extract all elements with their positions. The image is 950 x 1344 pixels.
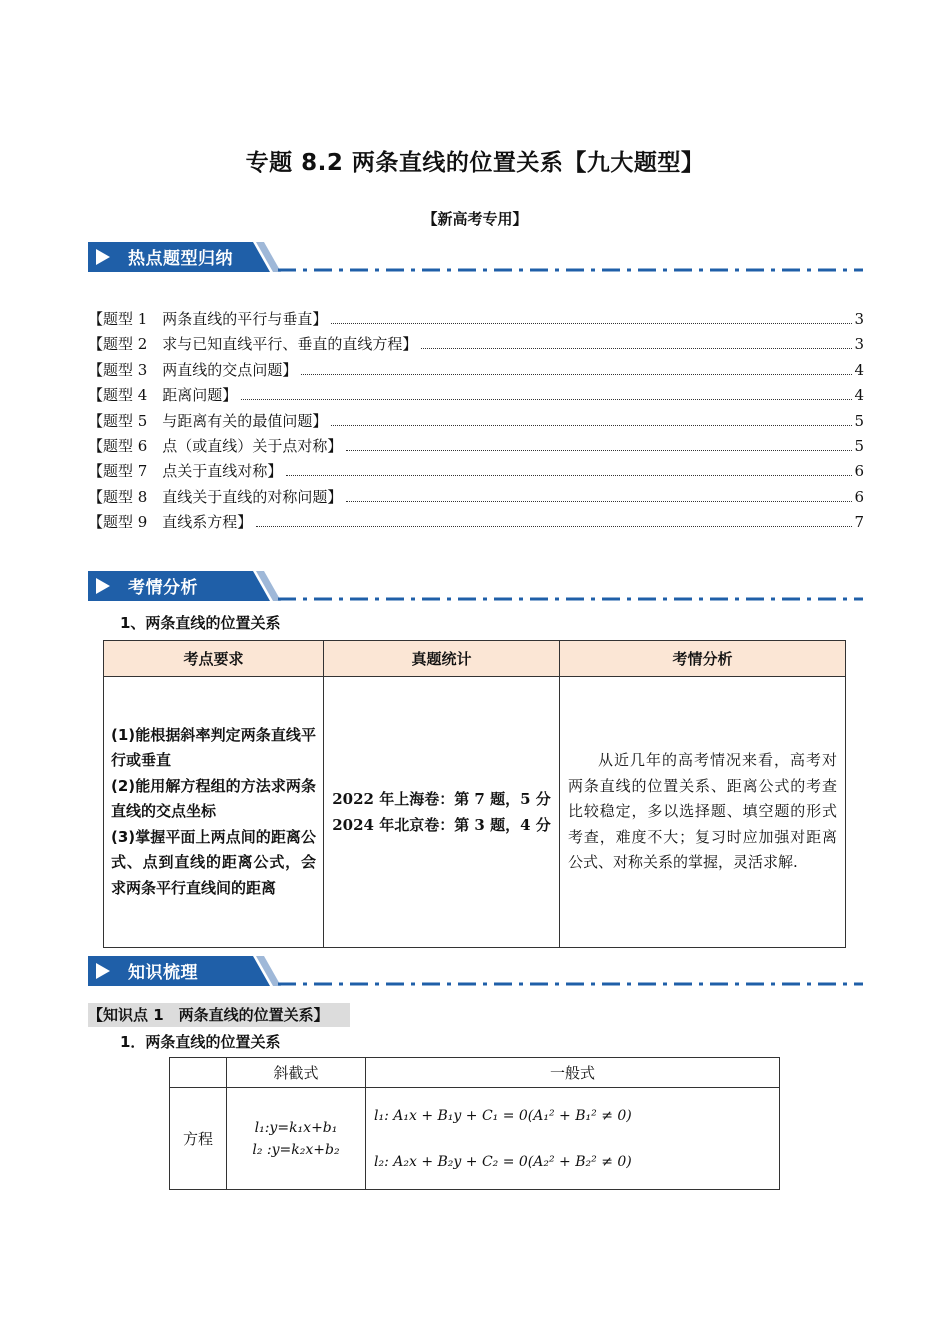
toc-item[interactable] (88, 410, 864, 435)
toc-label: 【题型 7 点关于直线对称】 (88, 462, 283, 481)
toc-item[interactable] (88, 435, 864, 460)
section-banner-analysis (88, 567, 863, 607)
requirement-item: (1)能根据斜率判定两条直线平行或垂直 (111, 725, 316, 770)
toc-leader-dots (301, 373, 852, 375)
toc-leader-dots (256, 525, 852, 527)
toc-label: 【题型 9 直线系方程】 (88, 513, 253, 532)
toc-page-number: 5 (854, 436, 864, 455)
toc-page-number: 4 (854, 386, 864, 405)
toc-page-number: 6 (854, 487, 864, 506)
toc-page-number: 5 (854, 411, 864, 430)
toc-item[interactable] (88, 384, 864, 409)
requirements-cell (104, 677, 324, 948)
toc-label: 【题型 1 两条直线的平行与垂直】 (88, 310, 328, 328)
l2-general-equation: l₂: A₂x + B₂y + C₂ = 0(A₂² + B₂² ≠ 0) (374, 1153, 632, 1170)
banner-graphic (88, 567, 863, 607)
toc-list (88, 308, 864, 537)
toc-leader-dots (286, 474, 852, 476)
banner-graphic (88, 952, 863, 992)
knowledge-point-label: 【知识点 1 两条直线的位置关系】 (88, 1003, 350, 1027)
toc-leader-dots (331, 322, 852, 324)
header-analysis: 考情分析 (560, 641, 846, 677)
toc-page-number: 3 (854, 335, 864, 354)
knowledge-subheading: 1．两条直线的位置关系 (120, 1033, 281, 1051)
header-requirements: 考点要求 (104, 641, 324, 677)
toc-label: 【题型 2 求与已知直线平行、垂直的直线方程】 (88, 335, 418, 354)
toc-label: 【题型 3 两直线的交点问题】 (88, 360, 298, 379)
banner-label: 考情分析 (128, 578, 198, 598)
toc-label: 【题型 4 距离问题】 (88, 386, 238, 405)
toc-page-number: 6 (854, 462, 864, 481)
toc-page-number: 4 (854, 360, 864, 379)
toc-leader-dots (346, 500, 852, 502)
page-subtitle: 【新高考专用】 (422, 210, 528, 228)
section-banner-knowledge (88, 952, 863, 992)
toc-item[interactable] (88, 460, 864, 485)
l2-slope-equation: l₂ :y=k₂x+b₂ (252, 1141, 340, 1158)
row-label-equation: 方程 (170, 1088, 227, 1190)
toc-leader-dots (346, 449, 852, 451)
toc-item[interactable] (88, 359, 864, 384)
stats-cell (324, 677, 560, 948)
toc-label: 【题型 5 与距离有关的最值问题】 (88, 411, 328, 430)
banner-label: 知识梳理 (128, 963, 198, 983)
toc-item[interactable] (88, 308, 864, 333)
stat-item: 2022 年上海卷：第 7 题，5 分 (332, 790, 551, 808)
toc-item[interactable] (88, 333, 864, 358)
general-form-cell (366, 1088, 780, 1190)
l1-general-equation: l₁: A₁x + B₁y + C₁ = 0(A₁² + B₁² ≠ 0) (374, 1107, 632, 1124)
toc-item[interactable] (88, 486, 864, 511)
toc-item[interactable] (88, 511, 864, 536)
banner-label: 热点题型归纳 (128, 249, 233, 269)
section-banner-hot-types (88, 238, 863, 278)
page-title: 专题 8.2 两条直线的位置关系【九大题型】 (245, 150, 705, 176)
toc-label: 【题型 8 直线关于直线的对称问题】 (88, 487, 343, 506)
header-stats: 真题统计 (324, 641, 560, 677)
slope-form-cell (227, 1088, 366, 1190)
toc-leader-dots (331, 424, 852, 426)
toc-leader-dots (421, 347, 852, 349)
toc-page-number: 3 (854, 310, 864, 328)
analysis-table (103, 640, 846, 948)
header-slope-form: 斜截式 (227, 1058, 366, 1088)
toc-leader-dots (241, 398, 852, 400)
line-relation-table (169, 1057, 780, 1190)
requirement-item: (3)掌握平面上两点间的距离公式、点到直线的距离公式，会求两条平行直线间的距离 (111, 827, 316, 897)
requirement-item: (2)能用解方程组的方法求两条直线的交点坐标 (111, 776, 316, 821)
header-general-form: 一般式 (366, 1058, 780, 1088)
empty-header-cell (170, 1058, 227, 1088)
toc-label: 【题型 6 点（或直线）关于点对称】 (88, 436, 343, 455)
toc-page-number: 7 (854, 513, 864, 532)
l1-slope-equation: l₁:y=k₁x+b₁ (254, 1119, 338, 1136)
analysis-cell: 从近几年的高考情况来看，高考对两条直线的位置关系、距离公式的考查比较稳定，多以选择题、填空题的形式考查，难度不大；复习时应加强对距离公式、对称关系的掌握，灵活求解. (560, 677, 846, 948)
analysis-heading: 1、两条直线的位置关系 (120, 614, 281, 632)
stat-item: 2024 年北京卷：第 3 题，4 分 (332, 816, 551, 834)
